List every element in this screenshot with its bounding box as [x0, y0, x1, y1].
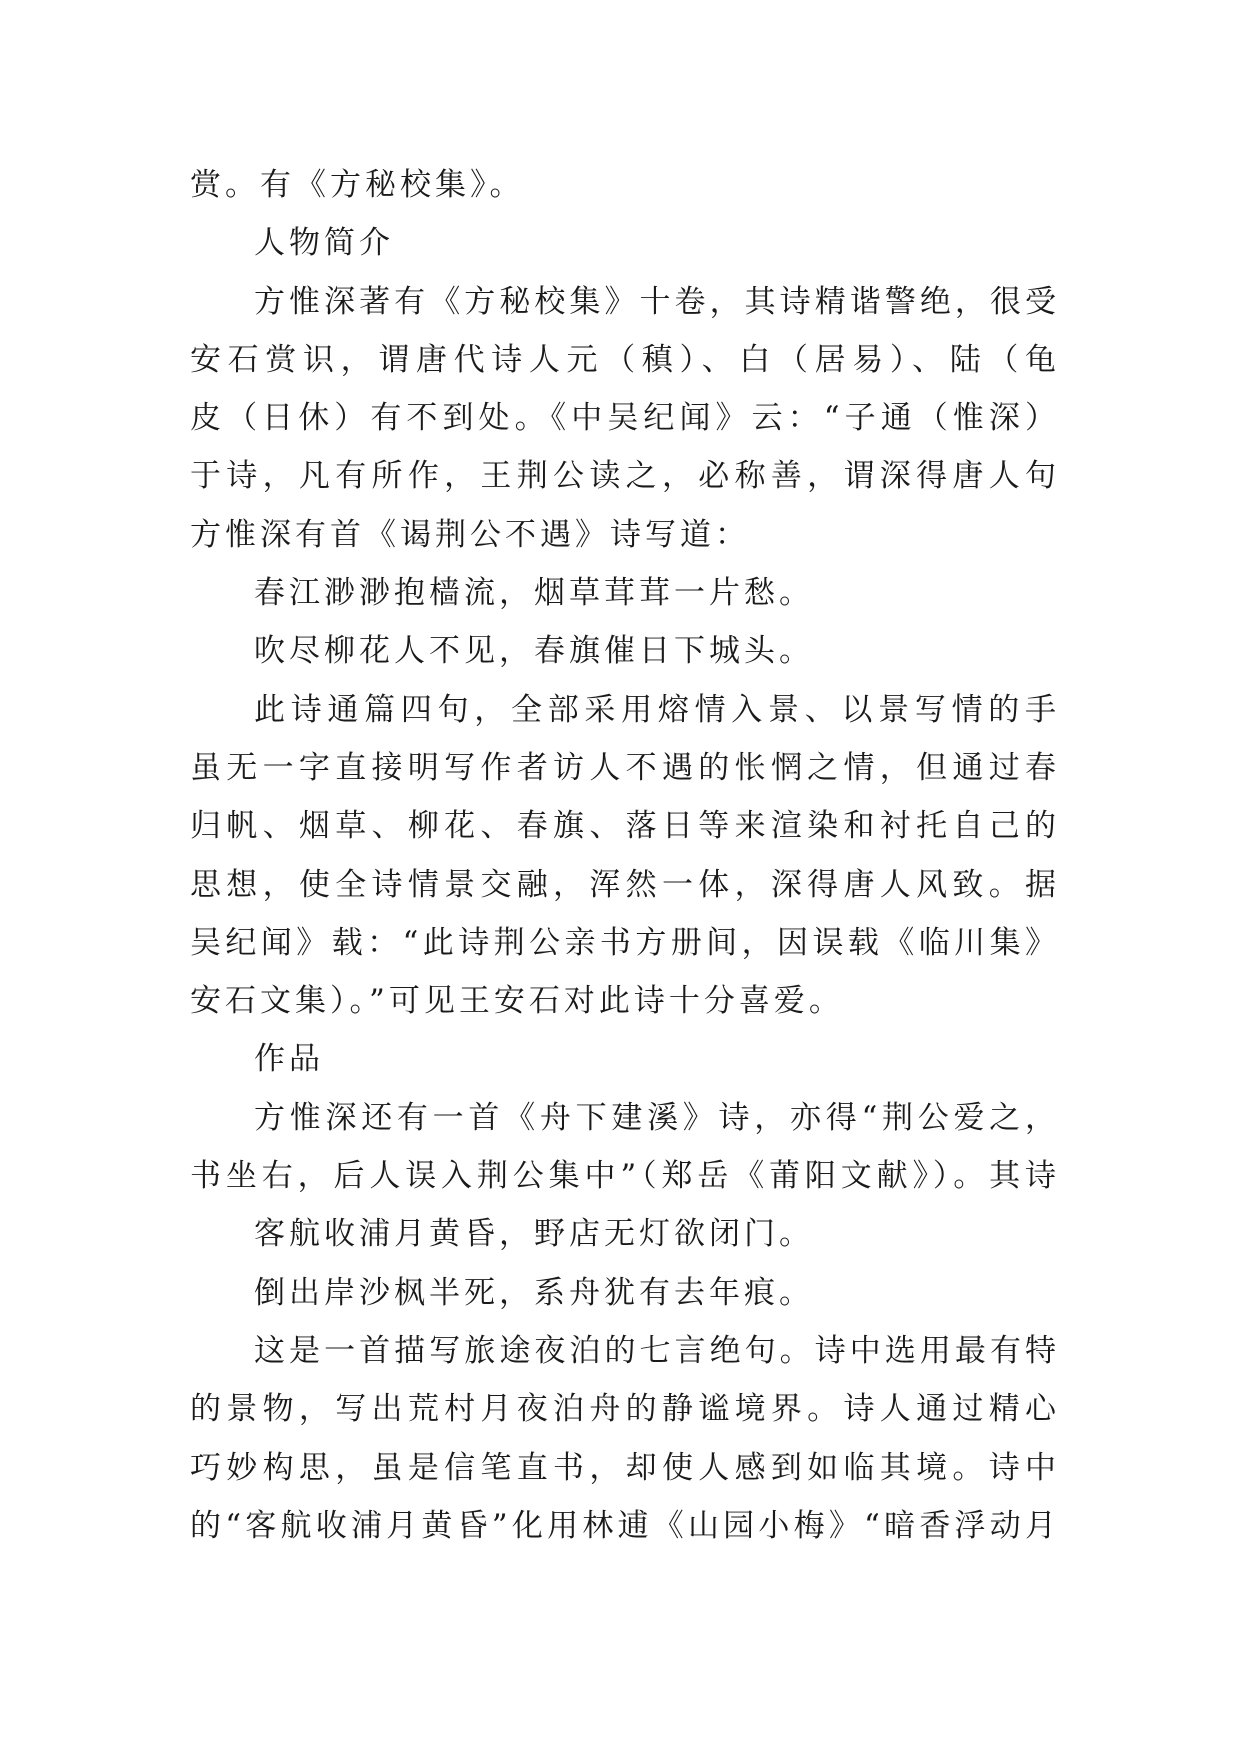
text-line: 安石赏识，谓唐代诗人元（稹）、白（居易）、陆（龟 — [190, 341, 1060, 378]
text-line: 巧妙构思，虽是信笔直书，却使人感到如临其境。诗中 — [190, 1449, 1060, 1486]
text-line: 的“客航收浦月黄昏”化用林逋《山园小梅》“暗香浮动月 — [190, 1507, 1060, 1544]
text-line: 皮（日休）有不到处。《中吴纪闻》云：“子通（惟深） — [190, 400, 1060, 437]
body-text — [190, 156, 1060, 1555]
text-line: 人物简介 — [254, 225, 394, 262]
text-line: 春江渺渺抱樯流，烟草茸茸一片愁。 — [254, 575, 814, 612]
text-line: 于诗，凡有所作，王荆公读之，必称善，谓深得唐人句 — [190, 458, 1060, 495]
text-line: 这是一首描写旅途夜泊的七言绝句。诗中选用最有特 — [254, 1332, 1060, 1369]
text-line: 方惟深有首《谒荆公不遇》诗写道： — [190, 516, 750, 553]
text-line: 方惟深还有一首《舟下建溪》诗，亦得“荆公爱之， — [254, 1099, 1060, 1136]
text-line: 吴纪闻》载：“此诗荆公亲书方册间，因误载《临川集》 — [190, 924, 1060, 961]
text-line: 书坐右，后人误入荆公集中”（郑岳《莆阳文献》）。其诗 — [190, 1158, 1060, 1195]
text-line: 吹尽柳花人不见，春旗催日下城头。 — [254, 633, 814, 670]
text-line: 的景物，写出荒村月夜泊舟的静谧境界。诗人通过精心 — [190, 1391, 1060, 1428]
text-line: 作品 — [254, 1041, 324, 1078]
text-line: 归帆、烟草、柳花、春旗、落日等来渲染和衬托自己的 — [190, 808, 1060, 845]
text-line: 安石文集）。”可见王安石对此诗十分喜爱。 — [190, 983, 844, 1020]
text-line: 方惟深著有《方秘校集》十卷，其诗精谐警绝，很受 — [254, 283, 1060, 320]
text-line: 倒出岸沙枫半死，系舟犹有去年痕。 — [254, 1274, 814, 1311]
text-line: 赏。有《方秘校集》。 — [190, 167, 525, 203]
text-line: 客航收浦月黄昏，野店无灯欲闭门。 — [254, 1216, 814, 1253]
text-line: 虽无一字直接明写作者访人不遇的怅惘之情，但通过春 — [190, 749, 1060, 786]
text-line: 思想，使全诗情景交融，浑然一体，深得唐人风致。据 — [190, 866, 1060, 903]
text-line: 此诗通篇四句，全部采用熔情入景、以景写情的手 — [254, 691, 1060, 728]
